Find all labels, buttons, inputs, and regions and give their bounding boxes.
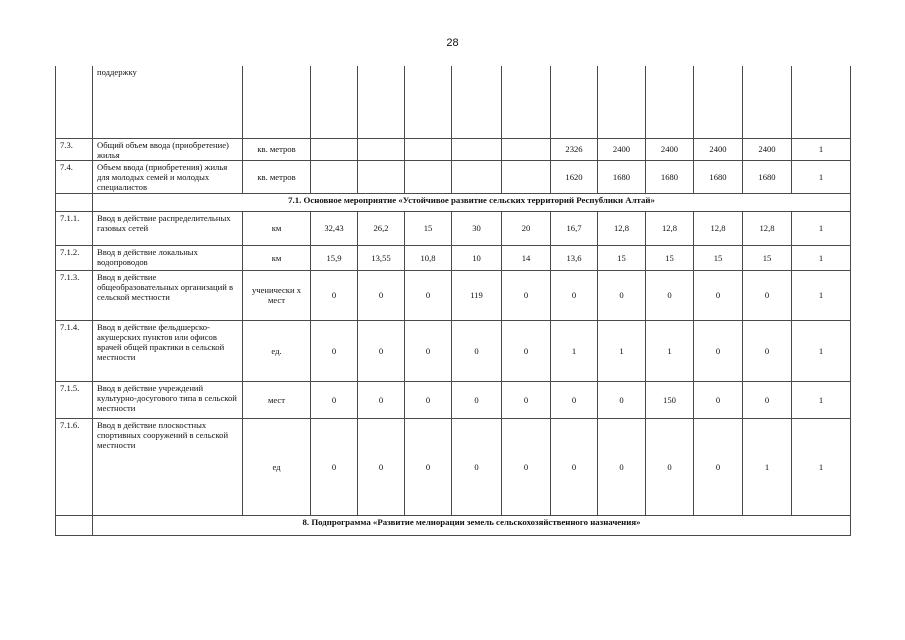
- value-cell: 0: [358, 418, 405, 515]
- unit-of-measure: км: [243, 245, 311, 270]
- table-row: [56, 138, 851, 160]
- indicator-name: Ввод в действие фельдшерско-акушерских пунктов или офисов врачей общей практики в сельской местности: [93, 320, 243, 381]
- row-number-cell: [56, 193, 93, 211]
- value-cell: 0: [598, 270, 646, 320]
- value-cell: [358, 138, 405, 160]
- section-title: 7.1. Основное мероприятие «Устойчивое развитие сельских территорий Республики Алтай»: [93, 193, 851, 211]
- table-row: [56, 160, 851, 193]
- last-column-value: 1: [792, 245, 851, 270]
- value-cell: 0: [694, 418, 743, 515]
- value-cell: 12,8: [646, 211, 694, 245]
- value-cell: 26,2: [358, 211, 405, 245]
- unit-of-measure: ученически х мест: [243, 270, 311, 320]
- value-cell: [405, 160, 452, 193]
- table-row: [56, 66, 851, 138]
- last-column-value: 1: [792, 138, 851, 160]
- value-cell: [694, 66, 743, 138]
- value-cell: 0: [311, 418, 358, 515]
- value-cell: 16,7: [551, 211, 598, 245]
- value-cell: 0: [311, 270, 358, 320]
- last-column-value: 1: [792, 270, 851, 320]
- value-cell: 0: [358, 381, 405, 418]
- value-cell: 2400: [743, 138, 792, 160]
- value-cell: 0: [502, 270, 551, 320]
- row-number: 7.1.4.: [56, 320, 93, 381]
- value-cell: 0: [502, 418, 551, 515]
- table-row: [56, 270, 851, 320]
- section-row: [56, 515, 851, 535]
- value-cell: 0: [694, 320, 743, 381]
- value-cell: 0: [743, 381, 792, 418]
- value-cell: 0: [743, 320, 792, 381]
- value-cell: 0: [502, 320, 551, 381]
- value-cell: 1: [743, 418, 792, 515]
- value-cell: 0: [405, 320, 452, 381]
- section-row: [56, 193, 851, 211]
- value-cell: 0: [551, 270, 598, 320]
- table-row: [56, 381, 851, 418]
- value-cell: 15: [598, 245, 646, 270]
- value-cell: 0: [646, 418, 694, 515]
- value-cell: 0: [358, 270, 405, 320]
- value-cell: 0: [551, 381, 598, 418]
- value-cell: 0: [502, 381, 551, 418]
- value-cell: [452, 160, 502, 193]
- unit-of-measure: кв. метров: [243, 160, 311, 193]
- value-cell: 119: [452, 270, 502, 320]
- indicator-name: Объем ввода (приобретения) жилья для молодых семей и молодых специалистов: [93, 160, 243, 193]
- last-column-value: 1: [792, 211, 851, 245]
- indicator-name: Ввод в действие учреждений культурно-досугового типа в сельской местности: [93, 381, 243, 418]
- value-cell: 0: [452, 320, 502, 381]
- value-cell: 2400: [598, 138, 646, 160]
- value-cell: [358, 66, 405, 138]
- value-cell: 15: [405, 211, 452, 245]
- table-row: [56, 211, 851, 245]
- table-row: [56, 418, 851, 515]
- value-cell: [502, 138, 551, 160]
- value-cell: 0: [551, 418, 598, 515]
- value-cell: [358, 160, 405, 193]
- value-cell: 1680: [646, 160, 694, 193]
- value-cell: 0: [405, 270, 452, 320]
- value-cell: [452, 138, 502, 160]
- last-column-value: 1: [792, 320, 851, 381]
- unit-of-measure: ед: [243, 418, 311, 515]
- page-number: 28: [446, 37, 459, 49]
- value-cell: 13,55: [358, 245, 405, 270]
- value-cell: [743, 66, 792, 138]
- indicator-name: Общий объем ввода (приобретение) жилья: [93, 138, 243, 160]
- value-cell: 0: [598, 381, 646, 418]
- indicator-name: Ввод в действие общеобразовательных организаций в сельской местности: [93, 270, 243, 320]
- value-cell: 1680: [694, 160, 743, 193]
- value-cell: [452, 66, 502, 138]
- value-cell: 1680: [743, 160, 792, 193]
- row-number: [56, 66, 93, 138]
- section-title: 8. Подпрограмма «Развитие мелиорации земель сельскохозяйственного назначения»: [93, 515, 851, 535]
- value-cell: 32,43: [311, 211, 358, 245]
- value-cell: 12,8: [694, 211, 743, 245]
- last-column-value: 1: [792, 418, 851, 515]
- value-cell: [311, 66, 358, 138]
- unit-of-measure: км: [243, 211, 311, 245]
- value-cell: 0: [452, 381, 502, 418]
- row-number: 7.1.3.: [56, 270, 93, 320]
- value-cell: 10,8: [405, 245, 452, 270]
- value-cell: 12,8: [598, 211, 646, 245]
- last-column-value: 1: [792, 160, 851, 193]
- value-cell: 14: [502, 245, 551, 270]
- value-cell: [502, 66, 551, 138]
- indicator-name: Ввод в действие плоскостных спортивных сооружений в сельской местности: [93, 418, 243, 515]
- value-cell: 12,8: [743, 211, 792, 245]
- indicator-name: Ввод в действие локальных водопроводов: [93, 245, 243, 270]
- indicators-table: [55, 66, 851, 536]
- value-cell: 2400: [694, 138, 743, 160]
- value-cell: 0: [598, 418, 646, 515]
- value-cell: 15: [694, 245, 743, 270]
- indicator-name: поддержку: [93, 66, 243, 138]
- indicator-name: Ввод в действие распределительных газовых сетей: [93, 211, 243, 245]
- value-cell: 2400: [646, 138, 694, 160]
- value-cell: [405, 138, 452, 160]
- value-cell: 0: [743, 270, 792, 320]
- value-cell: 15,9: [311, 245, 358, 270]
- table-row: [56, 320, 851, 381]
- table-row: [56, 245, 851, 270]
- value-cell: 30: [452, 211, 502, 245]
- value-cell: 0: [646, 270, 694, 320]
- last-column-value: [792, 66, 851, 138]
- row-number: 7.1.1.: [56, 211, 93, 245]
- value-cell: 13,6: [551, 245, 598, 270]
- value-cell: 150: [646, 381, 694, 418]
- value-cell: 0: [694, 381, 743, 418]
- value-cell: 0: [405, 381, 452, 418]
- unit-of-measure: [243, 66, 311, 138]
- value-cell: 1: [646, 320, 694, 381]
- row-number: 7.1.5.: [56, 381, 93, 418]
- value-cell: 1: [551, 320, 598, 381]
- value-cell: [405, 66, 452, 138]
- last-column-value: 1: [792, 381, 851, 418]
- value-cell: [646, 66, 694, 138]
- row-number: 7.1.6.: [56, 418, 93, 515]
- unit-of-measure: кв. метров: [243, 138, 311, 160]
- value-cell: 0: [311, 320, 358, 381]
- value-cell: 10: [452, 245, 502, 270]
- value-cell: 0: [405, 418, 452, 515]
- value-cell: [502, 160, 551, 193]
- value-cell: 15: [646, 245, 694, 270]
- value-cell: 1620: [551, 160, 598, 193]
- value-cell: 20: [502, 211, 551, 245]
- value-cell: 0: [311, 381, 358, 418]
- row-number: 7.4.: [56, 160, 93, 193]
- row-number: 7.3.: [56, 138, 93, 160]
- value-cell: 2326: [551, 138, 598, 160]
- unit-of-measure: мест: [243, 381, 311, 418]
- value-cell: [311, 138, 358, 160]
- value-cell: 0: [452, 418, 502, 515]
- row-number-cell: [56, 515, 93, 535]
- value-cell: 0: [358, 320, 405, 381]
- unit-of-measure: ед.: [243, 320, 311, 381]
- value-cell: 0: [694, 270, 743, 320]
- value-cell: [551, 66, 598, 138]
- value-cell: [598, 66, 646, 138]
- row-number: 7.1.2.: [56, 245, 93, 270]
- value-cell: 1680: [598, 160, 646, 193]
- value-cell: [311, 160, 358, 193]
- value-cell: 15: [743, 245, 792, 270]
- value-cell: 1: [598, 320, 646, 381]
